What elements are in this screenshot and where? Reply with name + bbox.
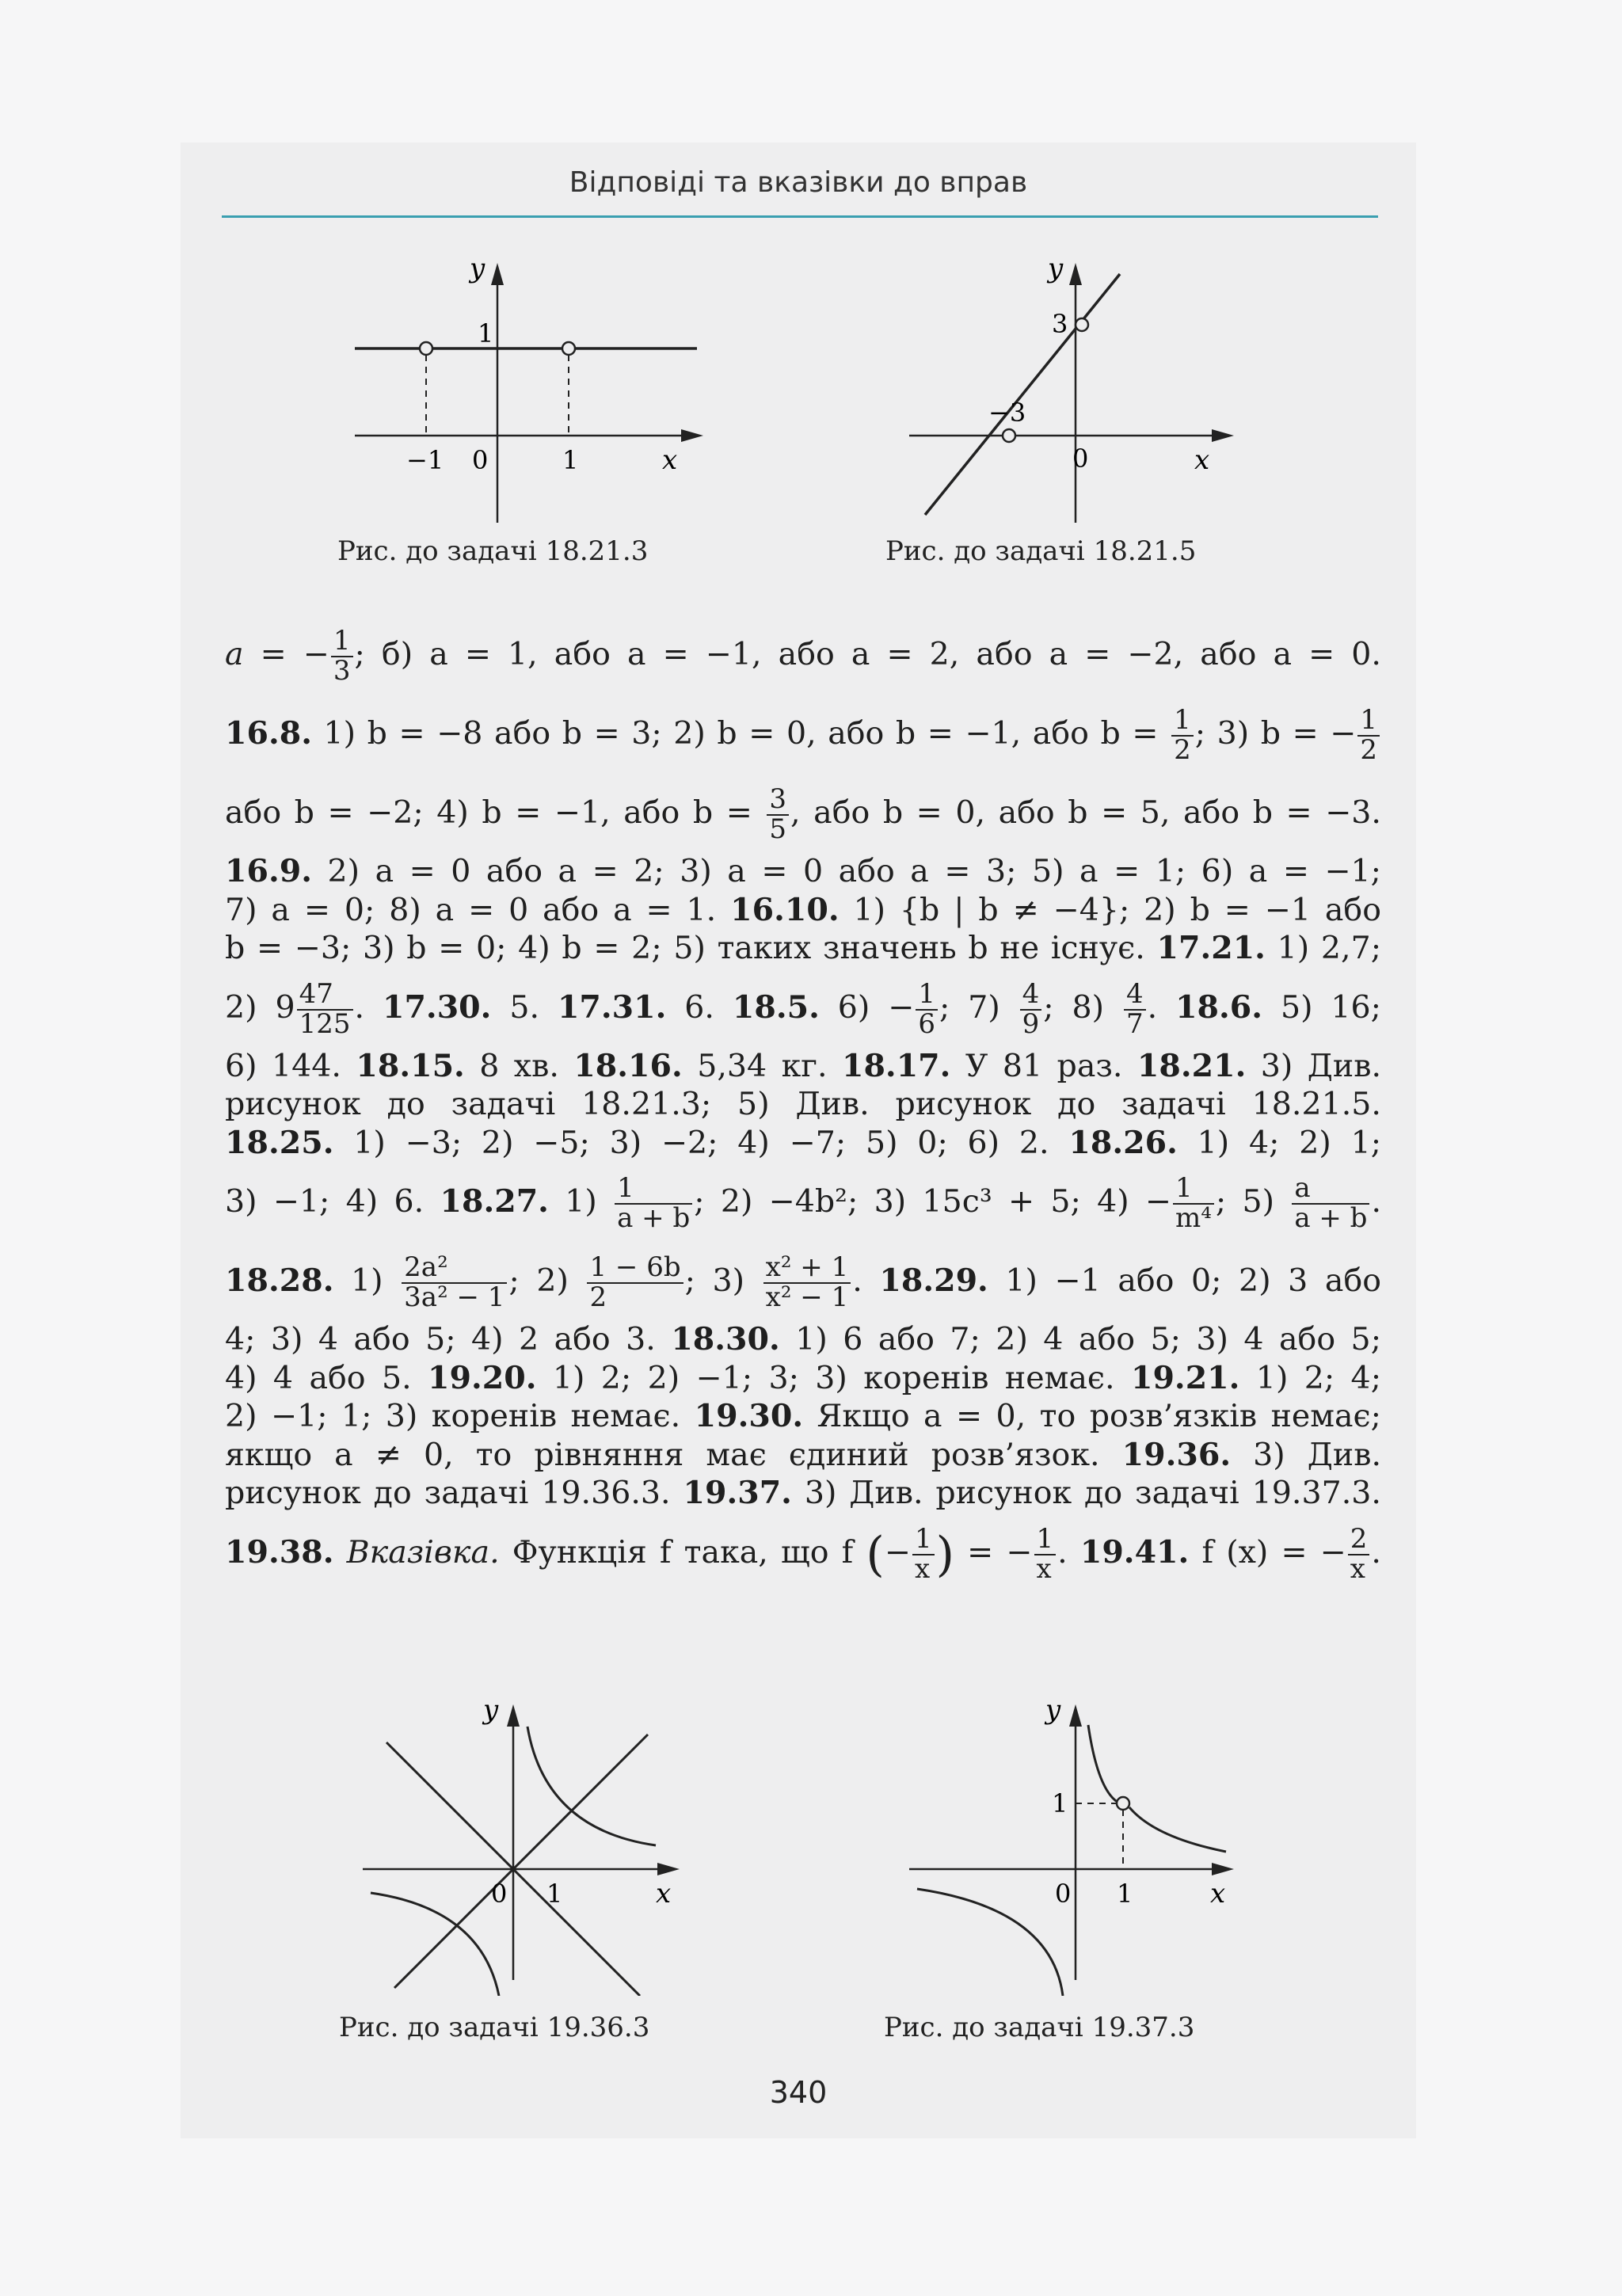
fraction: $\frac{4}{7}$ <box>1124 980 1146 1038</box>
hyperbola-branch-left <box>917 1889 1063 1996</box>
x-axis-arrow <box>657 1863 680 1875</box>
header-divider <box>222 215 1378 218</box>
x-label: x <box>1210 1878 1226 1910</box>
fraction: $\frac{1}{2}$ <box>1171 706 1194 764</box>
fraction: $\frac{1}{6}$ <box>916 980 938 1038</box>
hyperbola-branch-right-lower <box>1129 1807 1226 1852</box>
graph-hyperbola-and-lines <box>347 1695 711 1996</box>
tick-label-x-minus-3: −3 <box>988 398 1026 428</box>
graph-horizontal-line <box>339 253 719 539</box>
y-axis-arrow <box>1069 263 1082 285</box>
x-axis-arrow <box>1212 429 1234 442</box>
text-line-6: b = −3; 3) b = 0; 4) b = 2; 5) таких значень b не існує. 17.21. 1) 2,7; <box>225 930 1382 966</box>
tick-label-y-3: 3 <box>1052 309 1068 339</box>
fraction: $\frac{1}{x}$ <box>912 1525 935 1583</box>
fraction: $\frac{4}{9}$ <box>1020 980 1042 1038</box>
caption-18-21-3: Рис. до задачі 18.21.3 <box>337 535 649 567</box>
fraction: $\frac{2}{x}$ <box>1348 1525 1370 1583</box>
tick-label-x-1: 1 <box>1117 1879 1133 1909</box>
y-axis-arrow <box>1069 1704 1082 1727</box>
x-label: x <box>662 444 678 476</box>
x-label: x <box>1194 444 1210 476</box>
text-line-16: якщо a ≠ 0, то рівняння має єдиний розв’язок. 19.36. 3) Див. <box>225 1436 1382 1473</box>
text-line-9: рисунок до задачі 18.21.3; 5) Див. рисунок до задачі 18.21.5. <box>225 1086 1381 1122</box>
origin-label: 0 <box>1055 1879 1072 1909</box>
graph-hyperbola-punctured <box>893 1695 1258 1996</box>
fraction: $\frac{3}{5}$ <box>767 786 789 843</box>
hyperbola-branch-left <box>371 1893 499 1996</box>
y-label: y <box>483 1695 499 1726</box>
x-axis-arrow <box>681 429 703 442</box>
x-axis-arrow <box>1212 1863 1234 1875</box>
fraction: $\frac{1}{2}$ <box>1357 706 1380 764</box>
line-y-eq-x <box>394 1734 648 1988</box>
x-label: x <box>656 1878 672 1910</box>
tick-label-y-1: 1 <box>478 318 494 348</box>
y-label: y <box>1048 253 1064 284</box>
fraction: $\frac{1}{a + b}$ <box>615 1175 692 1232</box>
origin-label: 0 <box>491 1879 508 1909</box>
caption-19-36-3: Рис. до задачі 19.36.3 <box>339 2012 650 2043</box>
text-line-7: 2) 9 $\frac{47}{125}$ . 17.30. 5. 17.31. 6. 18.5. 6) − $\frac{1}{6}$ ; 7) $\frac{4}{9}$ ; 8) $\frac{4}{7}$ . 18.6. 5) 16; <box>225 977 1381 1040</box>
fraction: $\frac{47}{125}$ <box>297 980 353 1038</box>
tick-label-x-1: 1 <box>546 1879 563 1909</box>
fraction: $\frac{1}{3}$ <box>331 627 353 685</box>
origin-label: 0 <box>472 445 489 475</box>
text-line-15: 2) −1; 1; 3) коренів немає. 19.30. Якщо a = 0, то розв’язків немає; <box>225 1398 1381 1434</box>
figure-19-36-3 <box>347 1695 711 1996</box>
caption-18-21-5: Рис. до задачі 18.21.5 <box>885 535 1197 567</box>
text-line-2: 16.8. 1) b = −8 або b = 3; 2) b = 0, або b = −1, або b = $\frac{1}{2}$ ; 3) b = − $\frac{1}{2}$ <box>225 694 1381 773</box>
text-line-14: 4) 4 або 5. 19.20. 1) 2; 2) −1; 3; 3) коренів немає. 19.21. 1) 2; 4; <box>225 1359 1381 1396</box>
fraction: $\frac{\text{2a²}}{\text{3a² − 1}}$ <box>402 1254 507 1312</box>
figure-19-37-3 <box>893 1695 1258 1996</box>
graph-line-y-eq-x-plus-3 <box>893 253 1258 539</box>
y-axis-arrow <box>491 263 504 285</box>
answers-text <box>225 615 1381 1592</box>
text-line-3: або b = −2; 4) b = −1, або b = $\frac{3}{5}$ , або b = 0, або b = 5, або b = −3. <box>225 783 1381 845</box>
hollow-point-x-intercept <box>1003 429 1015 442</box>
text-line-13: 4; 3) 4 або 5; 4) 2 або 3. 18.30. 1) 6 або 7; 2) 4 або 5; 3) 4 або 5; <box>225 1321 1381 1357</box>
hollow-point-y-intercept <box>1076 318 1088 331</box>
page-number: 340 <box>769 2075 828 2110</box>
paren-open: ( <box>866 1526 885 1582</box>
hollow-point-left <box>420 342 432 355</box>
text-line-5: 7) a = 0; 8) a = 0 або a = 1. 16.10. 1) {b | b ≠ −4}; 2) b = −1 або <box>225 891 1381 928</box>
y-axis-arrow <box>507 1704 520 1727</box>
text-line-11: 3) −1; 4) 6. 18.27. 1) $\frac{1}{a + b}$ ; 2) −4b²; 3) 15c³ + 5; 4) − $\frac{1}{\text{m⁴}}$ ; 5) $\frac{a}{a + b}$ . <box>225 1172 1382 1234</box>
tick-label-y-1: 1 <box>1052 1788 1068 1818</box>
hollow-point-right <box>562 342 575 355</box>
y-label: y <box>1045 1695 1061 1726</box>
fraction: $\frac{1}{x}$ <box>1034 1525 1057 1583</box>
caption-19-37-3: Рис. до задачі 19.37.3 <box>884 2012 1195 2043</box>
text-line-17: рисунок до задачі 19.36.3. 19.37. 3) Див. рисунок до задачі 19.37.3. <box>225 1475 1381 1511</box>
text-line-8: 6) 144. 18.15. 8 хв. 18.16. 5,34 кг. 18.17. У 81 раз. 18.21. 3) Див. <box>225 1047 1382 1084</box>
function-line <box>925 274 1120 515</box>
paren-close: ) <box>935 1526 955 1582</box>
fraction: $\frac{\text{x² + 1}}{\text{x² − 1}}$ <box>763 1254 851 1312</box>
text-line-10: 18.25. 1) −3; 2) −5; 3) −2; 4) −7; 5) 0; 6) 2. 18.26. 1) 4; 2) 1; <box>225 1124 1382 1161</box>
text-line-12: 18.28. 1) $\frac{\text{2a²}}{\text{3a² − 1}}$ ; 2) $\frac{1 - 6b}{2}$ ; 3) $\frac{\text{x² + 1}}{\text{x² − 1}}$ . 18.29. 1) −1 або 0; 2) 3 або <box>225 1251 1382 1313</box>
text-line-18: 19.38. Вказівка. Функція f така, що f (− $\frac{1}{x}$ ) = − $\frac{1}{x}$ . 19.41. f (x) = − $\frac{2}{x}$ . <box>225 1522 1381 1585</box>
page <box>181 143 1416 2138</box>
tick-label-x-1: 1 <box>562 445 579 475</box>
figure-18-21-3 <box>339 253 719 539</box>
text-line-1: a = − $\frac{1}{3}$ ; б) a = 1, або a = −1, або a = 2, або a = −2, або a = 0. <box>225 625 1381 687</box>
text-line-4: 16.9. 2) a = 0 або a = 2; 3) a = 0 або a = 3; 5) a = 1; 6) a = −1; <box>225 853 1381 889</box>
fraction: $\frac{a}{a + b}$ <box>1292 1175 1369 1232</box>
origin-label: 0 <box>1072 444 1089 474</box>
fraction: $\frac{1 - 6b}{2}$ <box>587 1254 683 1312</box>
hollow-point <box>1117 1797 1129 1810</box>
running-header: Відповіді та вказівки до вправ <box>569 166 1028 199</box>
fraction: $\frac{1}{\text{m⁴}}$ <box>1173 1175 1214 1232</box>
tick-label-x-minus-1: −1 <box>406 445 444 475</box>
y-label: y <box>470 253 485 284</box>
hyperbola-branch-right-upper <box>1088 1725 1118 1803</box>
figure-18-21-5 <box>893 253 1258 539</box>
